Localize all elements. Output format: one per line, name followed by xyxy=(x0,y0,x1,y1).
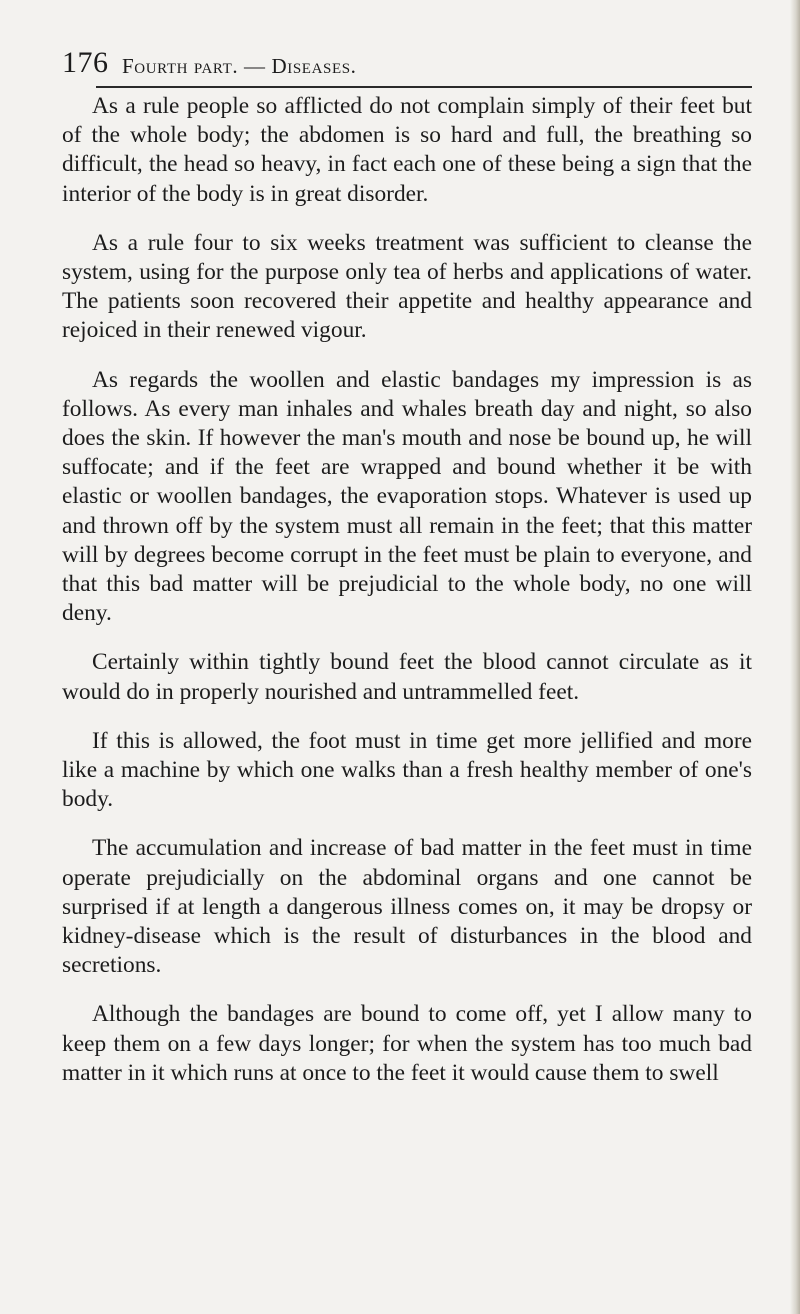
paragraph: The accumulation and increase of bad matter in the feet must in time operate prejudicially on the abdominal organs and one cannot be surprised if at length a dangerous illness comes on, it may be dropsy or kidney-disease which is the result of disturbances in the blood and secretions. xyxy=(62,835,752,979)
page-edge xyxy=(790,0,800,1314)
running-head-title: Fourth part. — Diseases. xyxy=(122,54,357,78)
body-text xyxy=(62,92,752,1088)
header-rule xyxy=(96,86,752,88)
paragraph: As a rule people so afflicted do not complain simply of their feet but of the whole body; the abdomen is so hard and full, the breathing so difficult, the head so heavy, in fact each one of these being a sign that the interior of the body is in great disorder. xyxy=(62,93,752,207)
paragraph: Certainly within tightly bound feet the blood cannot circulate as it would do in properly nourished and untrammelled feet. xyxy=(62,649,752,705)
paragraph: As regards the woollen and elastic bandages my impression is as follows. As every man inhales and whales breath day and night, so also does the skin. If however the man's mouth and nose be bound up, he will suffocate; and if the feet are wrapped and bound whether it be with elastic or woollen bandages, the evaporation stops. Whatever is used up and thrown off by the system must all remain in the feet; that this matter will by degrees become corrupt in the feet must be plain to everyone, and that this bad matter will be prejudicial to the whole body, no one will deny. xyxy=(62,366,752,627)
page-number: 176 xyxy=(62,46,109,79)
paragraph: As a rule four to six weeks treatment was sufficient to cleanse the system, using for the purpose only tea of herbs and applications of water. The patients soon recovered their appetite and healthy appearance and rejoiced in their renewed vigour. xyxy=(62,229,752,344)
running-head xyxy=(62,46,752,82)
paragraph: Although the bandages are bound to come off, yet I allow many to keep them on a few days longer; for when the system has too much bad matter in it which runs at once to the feet it would cause them to swell xyxy=(62,1001,752,1086)
paragraph: If this is allowed, the foot must in time get more jellified and more like a machine by which one walks than a fresh healthy member of one's body. xyxy=(62,727,752,813)
